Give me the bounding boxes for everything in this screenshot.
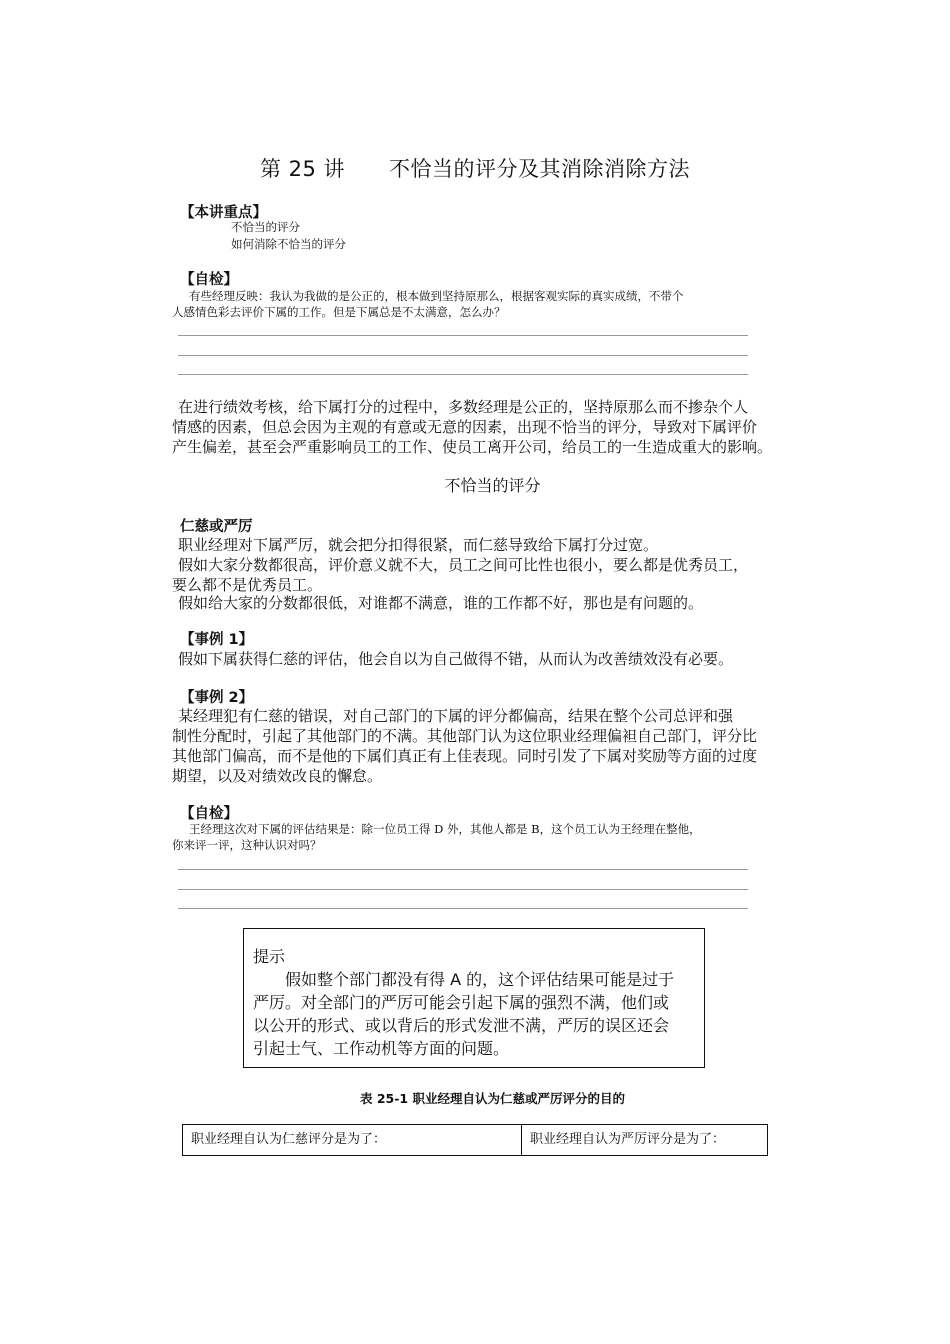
- answer-line: [178, 355, 748, 356]
- case-header: 【事例 2】: [180, 690, 254, 706]
- self-check-text: 有些经理反映：我认为我做的是公正的，根本做到坚持原那么，根据客观实际的真实成绩，不带个: [189, 289, 684, 303]
- tip-header: 提示: [253, 947, 286, 966]
- self-check-text: 你来评一评，这种认识对吗？: [172, 838, 322, 852]
- table-header-cell: 职业经理自认为仁慈评分是为了：: [183, 1125, 522, 1156]
- case-text: 期望，以及对绩效改良的懈怠。: [172, 767, 383, 785]
- self-check-header: 【自检】: [180, 806, 238, 822]
- self-check-text: 王经理这次对下属的评估结果是：除一位员工得 D 外，其他人都是 B，这个员工认为王经理在整他，: [189, 822, 701, 836]
- tip-box: [243, 928, 705, 1068]
- body-text: 职业经理对下属严厉，就会把分扣得很紧，而仁慈导致给下属打分过宽。: [178, 536, 659, 554]
- purpose-table: [182, 1124, 768, 1156]
- tip-text: 假如整个部门都没有得 A 的，这个评估结果可能是过于: [285, 970, 675, 989]
- tip-text: 严厉。对全部门的严厉可能会引起下属的强烈不满，他们或: [253, 993, 670, 1012]
- case-text: 其他部门偏高，而不是他的下属们真正有上佳表现。同时引发了下属对奖励等方面的过度: [172, 747, 758, 765]
- answer-line: [178, 335, 748, 336]
- key-point-item: 不恰当的评分: [231, 220, 300, 234]
- self-check-header: 【自检】: [180, 272, 238, 288]
- subsection-header: 仁慈或严厉: [180, 519, 253, 535]
- intro-text: 产生偏差，甚至会严重影响员工的工作、使员工离开公司，给员工的一生造成重大的影响。: [172, 438, 773, 456]
- answer-line: [178, 869, 748, 870]
- body-text: 假如给大家的分数都很低，对谁都不满意，谁的工作都不好，那也是有问题的。: [178, 594, 704, 612]
- body-text: 假如大家分数都很高，评价意义就不大，员工之间可比性也很小，要么都是优秀员工，: [178, 556, 749, 574]
- case-text: 某经理犯有仁慈的错误，对自己部门的下属的评分都偏高，结果在整个公司总评和强: [178, 707, 734, 725]
- answer-line: [178, 889, 748, 890]
- key-points-header: 【本讲重点】: [180, 205, 267, 221]
- tip-text: 引起士气、工作动机等方面的问题。: [253, 1039, 510, 1058]
- page-title: [0, 153, 950, 183]
- lecture-name: 不恰当的评分及其消除消除方法: [389, 157, 691, 181]
- self-check-text: 人感情色彩去评价下属的工作。但是下属总是不太满意，怎么办？: [172, 305, 506, 319]
- key-point-item: 如何消除不恰当的评分: [231, 237, 346, 251]
- intro-text: 在进行绩效考核，给下属打分的过程中，多数经理是公正的，坚持原那么而不掺杂个人: [178, 398, 749, 416]
- section-title: 不恰当的评分: [444, 476, 541, 495]
- case-text: 制性分配时，引起了其他部门的不满。其他部门认为这位职业经理偏袒自己部门，评分比: [172, 727, 758, 745]
- answer-line: [178, 908, 748, 909]
- table-row: [183, 1125, 768, 1156]
- table-caption: 表 25-1 职业经理自认为仁慈或严厉评分的目的: [360, 1091, 625, 1106]
- table-header-cell: 职业经理自认为严厉评分是为了：: [522, 1125, 768, 1156]
- tip-text: 以公开的形式、或以背后的形式发泄不满，严厉的误区还会: [253, 1016, 670, 1035]
- lecture-number: 第 25 讲: [259, 157, 346, 181]
- answer-line: [178, 374, 748, 375]
- intro-text: 情感的因素，但总会因为主观的有意或无意的因素，出现不恰当的评分，导致对下属评价: [172, 418, 758, 436]
- case-header: 【事例 1】: [180, 632, 254, 648]
- body-text: 要么都不是优秀员工。: [172, 576, 323, 594]
- case-text: 假如下属获得仁慈的评估，他会自以为自己做得不错，从而认为改善绩效没有必要。: [178, 650, 734, 668]
